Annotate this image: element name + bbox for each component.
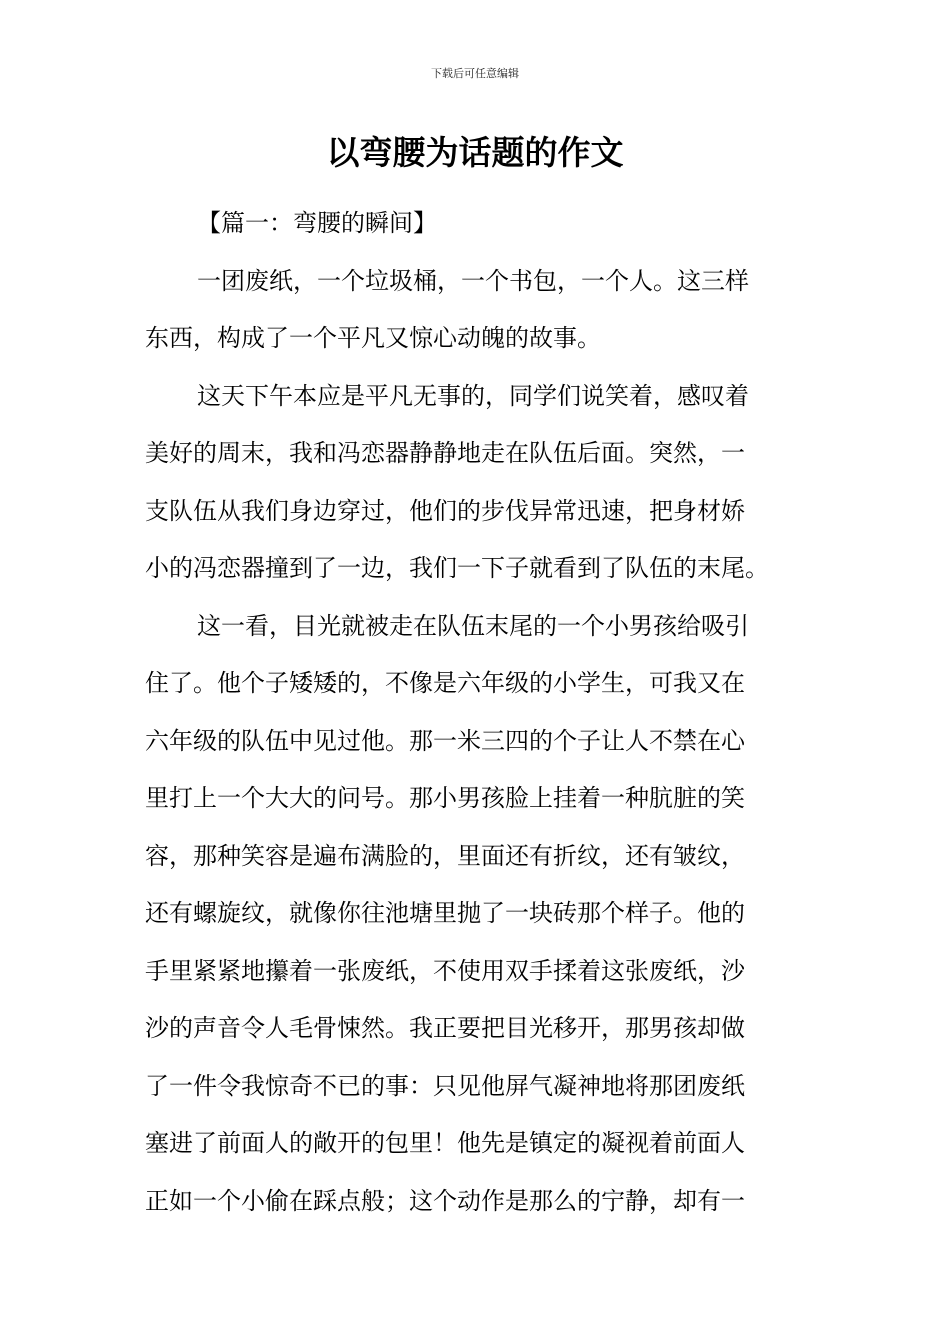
paragraph [145,368,809,598]
text-line: 住了。他个子矮矮的，不像是六年级的小学生，可我又在 [145,669,745,697]
text-line: 了一件令我惊奇不已的事：只见他屏气凝神地将那团废纸 [145,1071,745,1100]
text-line: 还有螺旋纹，就像你往池塘里抛了一块砖那个样子。他的 [145,899,745,927]
text-line: 支队伍从我们身边穿过，他们的步伐异常迅速，把身材娇 [145,496,745,525]
text-line: 手里紧紧地攥着一张废纸，不使用双手揉着这张废纸，沙 [145,956,745,985]
paragraph [145,253,809,368]
text-line: 容，那种笑容是遍布满脸的，里面还有折纹，还有皱纹， [145,841,745,870]
text-line: 这天下午本应是平凡无事的，同学们说笑着，感叹着 [197,381,749,410]
header-note: 下载后可任意编辑 [431,67,519,80]
text-line: 里打上一个大大的问号。那小男孩脸上挂着一种肮脏的笑 [145,784,745,812]
text-line: 小的冯恋器撞到了一边，我们一下子就看到了队伍的末尾。 [145,554,769,582]
text-line: 美好的周末，我和冯恋器静静地走在队伍后面。突然，一 [145,439,745,467]
text-line: 沙的声音令人毛骨悚然。我正要把目光移开，那男孩却做 [145,1014,745,1042]
text-line: 塞进了前面人的敞开的包里！他先是镇定的凝视着前面人 [145,1129,745,1157]
text-line: 这一看，目光就被走在队伍末尾的一个小男孩给吸引 [197,611,749,640]
paragraph [145,598,809,1231]
text-line: 东西，构成了一个平凡又惊心动魄的故事。 [145,324,601,352]
text-line: 正如一个小偷在踩点般；这个动作是那么的宁静，却有一 [145,1186,745,1215]
document-body [145,195,809,1230]
section-heading: 【篇一：弯腰的瞬间】 [197,209,437,237]
text-line: 六年级的队伍中见过他。那一米三四的个子让人不禁在心 [145,726,745,755]
page-title: 以弯腰为话题的作文 [326,133,624,172]
text-line: 一团废纸，一个垃圾桶，一个书包，一个人。这三样 [197,266,749,295]
